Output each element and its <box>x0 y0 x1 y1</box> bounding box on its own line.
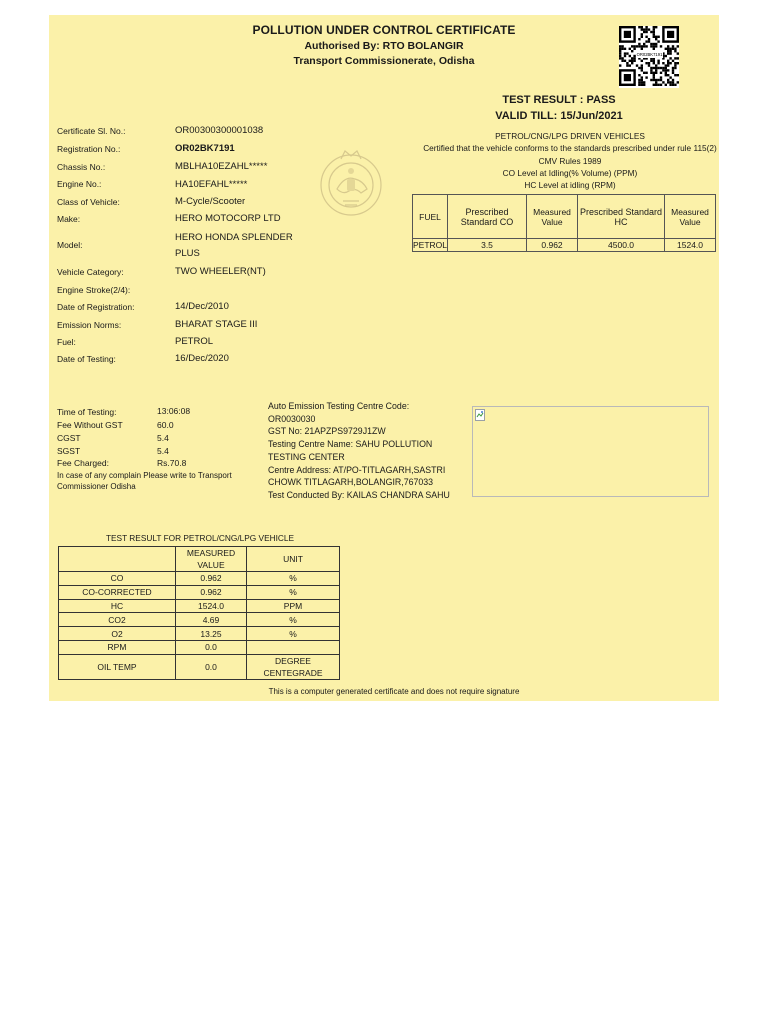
cgst-value: 5.4 <box>157 433 169 443</box>
cell-prescribed-co: 3.5 <box>448 239 527 252</box>
fuel-label: Fuel: <box>57 337 76 347</box>
engine-no-value: HA10EFAHL***** <box>175 179 248 190</box>
header-unit: UNIT <box>247 547 340 572</box>
test-result-row <box>59 599 340 613</box>
measured-o2: 13.25 <box>176 627 247 641</box>
registration-date-label: Date of Registration: <box>57 302 135 312</box>
param-co-corrected: CO-CORRECTED <box>59 585 176 599</box>
valid-till: VALID TILL: 15/Jun/2021 <box>495 110 623 122</box>
authorised-by: Authorised By: RTO BOLANGIR <box>304 40 464 52</box>
unit-oil-temp: DEGREE CENTEGRADE <box>247 654 340 679</box>
certificate-title: POLLUTION UNDER CONTROL CERTIFICATE <box>252 23 516 37</box>
param-co: CO <box>59 572 176 586</box>
vehicle-photo-placeholder <box>472 406 709 497</box>
unit-hc: PPM <box>247 599 340 613</box>
param-o2: O2 <box>59 627 176 641</box>
test-result-row <box>59 613 340 627</box>
centre-address: Centre Address: AT/PO-TITLAGARH,SASTRI CHOWK TITLAGARH,BOLANGIR,767033 <box>268 464 446 488</box>
test-conducted-by: Test Conducted By: KAILAS CHANDRA SAHU <box>268 489 450 500</box>
cgst-label: CGST <box>57 433 81 443</box>
header-measured-value: MEASURED VALUE <box>176 547 247 572</box>
param-rpm: RPM <box>59 640 176 654</box>
fee-without-gst-label: Fee Without GST <box>57 420 123 430</box>
measured-co: 0.962 <box>176 572 247 586</box>
chassis-no-label: Chassis No.: <box>57 162 106 172</box>
engine-no-label: Engine No.: <box>57 179 102 189</box>
vehicle-category-label: Vehicle Category: <box>57 267 124 277</box>
standards-line-1: Certified that the vehicle conforms to the standards prescribed under rule 115(2) <box>423 143 717 153</box>
model-value-line2: PLUS <box>175 248 200 259</box>
test-result-table <box>58 546 340 680</box>
testing-date-label: Date of Testing: <box>57 354 116 364</box>
header-parameter <box>59 547 176 572</box>
standards-heading: PETROL/CNG/LPG DRIVEN VEHICLES <box>495 131 645 141</box>
certificate-no-value: OR00300300001038 <box>175 125 264 136</box>
certificate-sheet <box>49 15 719 701</box>
fee-without-gst-value: 60.0 <box>157 420 174 430</box>
footer-note: This is a computer generated certificate and does not require signature <box>268 687 520 696</box>
measured-co2: 4.69 <box>176 613 247 627</box>
registration-no-value: OR02BK7191 <box>175 143 235 154</box>
standards-line-2: CMV Rules 1989 <box>538 156 602 166</box>
testing-centre-info <box>268 400 458 502</box>
vehicle-category-value: TWO WHEELER(NT) <box>175 266 266 277</box>
test-result-header <box>59 547 340 572</box>
test-result-row <box>59 654 340 679</box>
header-prescribed-hc: Prescribed Standard HC <box>578 195 665 239</box>
sgst-value: 5.4 <box>157 446 169 456</box>
vehicle-class-label: Class of Vehicle: <box>57 197 120 207</box>
complaint-note: In case of any complain Please write to Transport Commissioner Odisha <box>57 471 232 491</box>
cell-prescribed-hc: 4500.0 <box>578 239 665 252</box>
standards-table <box>412 194 716 252</box>
commissionerate: Transport Commissionerate, Odisha <box>293 55 475 67</box>
header-measured-co: Measured Value <box>527 195 578 239</box>
measured-hc: 1524.0 <box>176 599 247 613</box>
header-fuel: FUEL <box>413 195 448 239</box>
centre-gst: GST No: 21APZPS9729J1ZW <box>268 426 386 437</box>
chassis-no-value: MBLHA10EZAHL***** <box>175 161 268 172</box>
make-label: Make: <box>57 214 81 224</box>
unit-o2: % <box>247 627 340 641</box>
time-of-testing-label: Time of Testing: <box>57 407 117 417</box>
cell-measured-hc: 1524.0 <box>665 239 716 252</box>
standards-line-3: CO Level at Idling(% Volume) (PPM) <box>502 168 638 178</box>
header-measured-hc: Measured Value <box>665 195 716 239</box>
model-value: HERO HONDA SPLENDER <box>175 232 293 243</box>
test-result-row <box>59 572 340 586</box>
measured-rpm: 0.0 <box>176 640 247 654</box>
qr-code-label: OR02BK7191 <box>636 52 663 57</box>
state-emblem-seal <box>315 141 387 223</box>
test-result-status: TEST RESULT : PASS <box>502 94 616 106</box>
standards-table-row <box>413 239 716 252</box>
engine-stroke-label: Engine Stroke(2/4): <box>57 285 131 295</box>
measured-oil-temp: 0.0 <box>176 654 247 679</box>
header-prescribed-co: Prescribed Standard CO <box>448 195 527 239</box>
standards-table-header <box>413 195 716 239</box>
measured-co-corrected: 0.962 <box>176 585 247 599</box>
model-label: Model: <box>57 240 83 250</box>
test-result-row <box>59 585 340 599</box>
unit-co-corrected: % <box>247 585 340 599</box>
cell-fuel: PETROL <box>413 240 448 250</box>
emission-norms-value: BHARAT STAGE III <box>175 319 258 330</box>
time-of-testing-value: 13:06:08 <box>157 406 191 416</box>
test-result-title: TEST RESULT FOR PETROL/CNG/LPG VEHICLE <box>105 533 295 543</box>
param-co2: CO2 <box>59 613 176 627</box>
centre-code-label: Auto Emission Testing Centre Code: <box>268 401 410 411</box>
registration-no-label: Registration No.: <box>57 144 121 154</box>
qr-code <box>619 26 679 88</box>
fee-charged-label: Fee Charged: <box>57 458 109 468</box>
param-oil-temp: OIL TEMP <box>59 654 176 679</box>
test-result-row <box>59 627 340 641</box>
test-result-row <box>59 640 340 654</box>
broken-image-icon <box>475 409 485 421</box>
make-value: HERO MOTOCORP LTD <box>175 213 281 224</box>
standards-line-4: HC Level at idling (RPM) <box>524 180 616 190</box>
fee-charged-value: Rs.70.8 <box>157 458 187 468</box>
registration-date-value: 14/Dec/2010 <box>175 301 229 312</box>
unit-rpm <box>247 640 340 654</box>
centre-name: Testing Centre Name: SAHU POLLUTION TESTING CENTER <box>268 439 433 462</box>
param-hc: HC <box>59 599 176 613</box>
certificate-no-label: Certificate Sl. No.: <box>57 126 126 136</box>
centre-code: OR0030030 <box>268 413 316 424</box>
fuel-value: PETROL <box>175 336 214 347</box>
cell-measured-co: 0.962 <box>527 239 578 252</box>
emission-norms-label: Emission Norms: <box>57 320 122 330</box>
testing-date-value: 16/Dec/2020 <box>175 353 229 364</box>
vehicle-class-value: M-Cycle/Scooter <box>175 196 246 207</box>
unit-co: % <box>247 572 340 586</box>
sgst-label: SGST <box>57 446 81 456</box>
unit-co2: % <box>247 613 340 627</box>
